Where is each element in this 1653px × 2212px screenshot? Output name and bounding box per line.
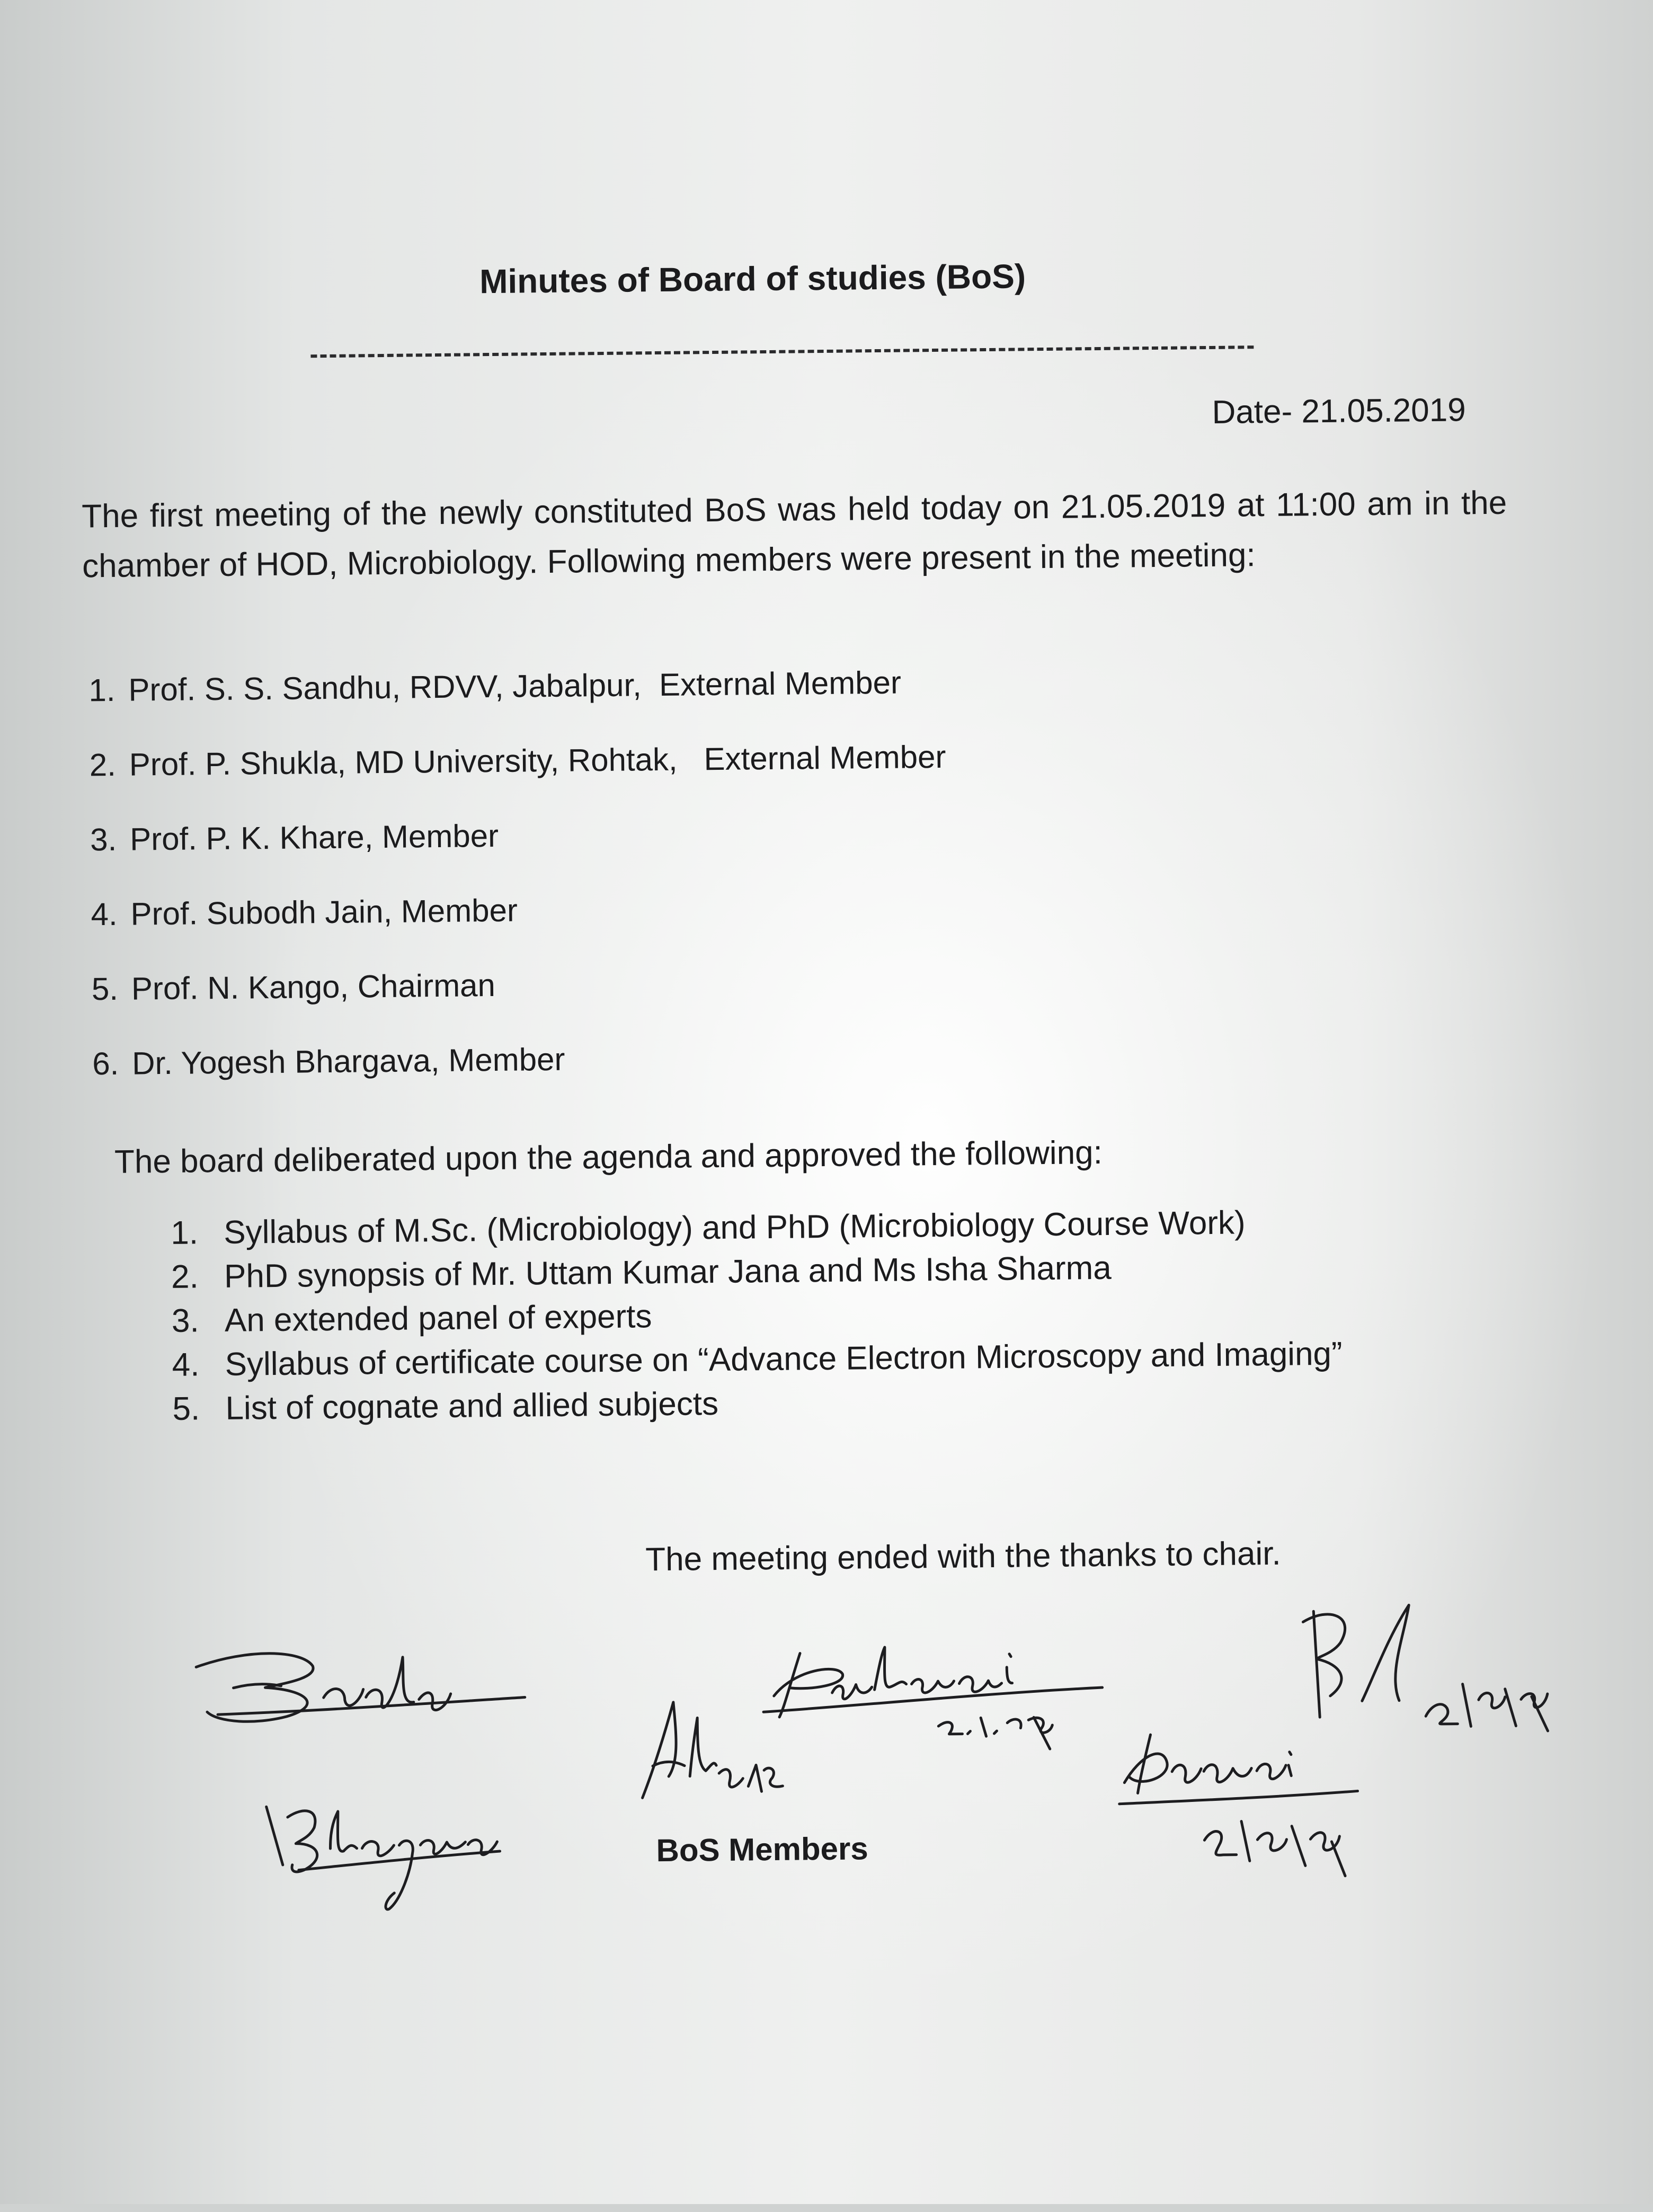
- list-item: 1. Prof. S. S. Sandhu, RDVV, Jabalpur, External Member: [88, 664, 902, 708]
- list-item: 4. Syllabus of certificate course on “Advance Electron Microscopy and Imaging”: [172, 1335, 1343, 1383]
- title-divider: [310, 345, 1254, 358]
- approved-list: [171, 1203, 1343, 1434]
- member-list: [88, 664, 949, 1120]
- signature-bhargava: [251, 1794, 527, 1918]
- list-item: 5. Prof. N. Kango, Chairman: [91, 967, 496, 1007]
- signature-sandhu: [185, 1634, 547, 1728]
- signature-center-main: [752, 1629, 1114, 1755]
- document-title: Minutes of Board of studies (BoS): [479, 257, 1026, 301]
- list-item: 6. Dr. Yogesh Bhargava, Member: [92, 1041, 565, 1082]
- list-item: 2. Prof. P. Shukla, MD University, Rohtak, External Member: [89, 739, 946, 783]
- list-item: 1. Syllabus of M.Sc. (Microbiology) and PhD (Microbiology Course Work): [170, 1204, 1246, 1251]
- closing-statement: The meeting ended with the thanks to chair.: [645, 1535, 1281, 1578]
- document-date: Date- 21.05.2019: [1212, 392, 1466, 431]
- bos-members-caption: BoS Members: [656, 1831, 868, 1869]
- intro-paragraph: The first meeting of the newly constituted BoS was held today on 21.05.2019 at 11:00 am in the chamber of HOD, Microbiology. Following members were present in the meeting:: [81, 484, 1507, 585]
- list-item: 3. An extended panel of experts: [171, 1298, 652, 1339]
- agenda-intro: The board deliberated upon the agenda and approved the following:: [114, 1134, 1103, 1180]
- list-item: 3. Prof. P. K. Khare, Member: [90, 818, 499, 858]
- list-item: 4. Prof. Subodh Jain, Member: [91, 892, 518, 932]
- list-item: 5. List of cognate and allied subjects: [172, 1385, 719, 1427]
- signature-right-lower: [1108, 1711, 1406, 1884]
- list-item: 2. PhD synopsis of Mr. Uttam Kumar Jana and Ms Isha Sharma: [171, 1249, 1112, 1295]
